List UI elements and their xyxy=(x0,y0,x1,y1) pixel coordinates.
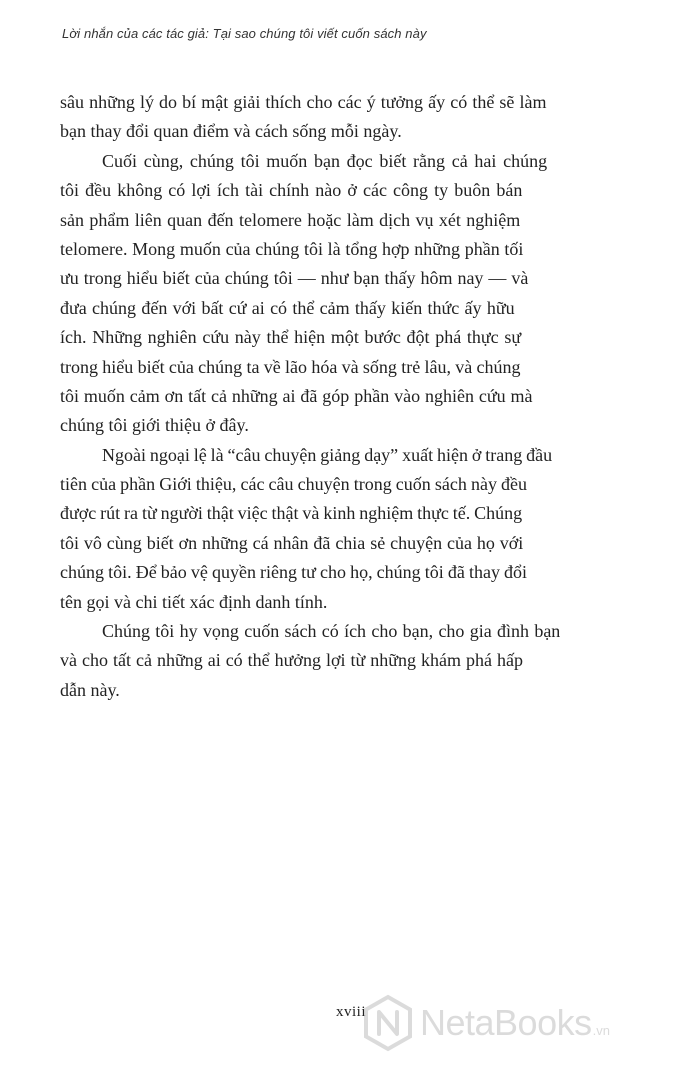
text-line: Cuối cùng, chúng tôi muốn bạn đọc biết rằng cả hai chúng xyxy=(102,150,548,171)
text-line: tôi vô cùng biết ơn những cá nhân đã chia sẻ chuyện của họ với xyxy=(60,532,524,553)
text-line: sâu những lý do bí mật giải thích cho các ý tưởng ấy có thể sẽ làm xyxy=(60,92,547,112)
text-line: Ngoài ngoại lệ là “câu chuyện giảng dạy” xuất hiện ở trang đầu xyxy=(102,444,553,465)
text-line: ưu trong hiểu biết của chúng tôi — như bạn thấy hôm nay — và xyxy=(60,268,529,289)
paragraph-1 xyxy=(60,88,638,147)
paragraph-4 xyxy=(60,617,638,705)
paragraph-3 xyxy=(60,441,638,617)
text-line: Chúng tôi hy vọng cuốn sách có ích cho bạn, cho gia đình bạn xyxy=(102,621,561,642)
text-line: ích. Những nghiên cứu này thể hiện một bước đột phá thực sự xyxy=(60,327,522,348)
text-line: tôi đều không có lợi ích tài chính nào ở các công ty buôn bán xyxy=(60,180,523,201)
paragraph-2 xyxy=(60,147,638,441)
text-line: tôi muốn cảm ơn tất cả những ai đã góp phần vào nghiên cứu mà xyxy=(60,385,533,406)
body-text xyxy=(60,88,638,705)
watermark-tld: .vn xyxy=(592,1022,610,1038)
text-line: bạn thay đổi quan điểm và cách sống mỗi ngày. xyxy=(60,121,402,142)
text-line: chúng tôi. Để bảo vệ quyền riêng tư cho họ, chúng tôi đã thay đổi xyxy=(60,562,528,583)
text-line: được rút ra từ người thật việc thật và kinh nghiệm thực tế. Chúng xyxy=(60,503,523,524)
text-line: chúng tôi giới thiệu ở đây. xyxy=(60,415,249,436)
hexagon-n-logo-icon xyxy=(362,994,414,1052)
text-line: và cho tất cả những ai có thể hưởng lợi từ những khám phá hấp xyxy=(60,650,523,671)
watermark-brand: NetaBooks xyxy=(420,1002,592,1043)
text-line: tên gọi và chi tiết xác định danh tính. xyxy=(60,591,328,612)
text-line: telomere. Mong muốn của chúng tôi là tổng hợp những phần tối xyxy=(60,238,524,259)
text-line: đưa chúng đến với bất cứ ai có thể cảm thấy kiến thức ấy hữu xyxy=(60,297,515,318)
text-line: dẫn này. xyxy=(60,679,120,700)
page-number: xviii xyxy=(336,1004,367,1020)
running-header: Lời nhắn của các tác giả: Tại sao chúng tôi viết cuốn sách này xyxy=(62,26,427,41)
text-line: tiên của phần Giới thiệu, các câu chuyện trong cuốn sách này đều xyxy=(60,474,528,495)
text-line: trong hiểu biết của chúng ta về lão hóa và sống trẻ lâu, và chúng xyxy=(60,356,521,377)
watermark xyxy=(362,994,610,1052)
text-line: sản phẩm liên quan đến telomere hoặc làm dịch vụ xét nghiệm xyxy=(60,209,521,230)
